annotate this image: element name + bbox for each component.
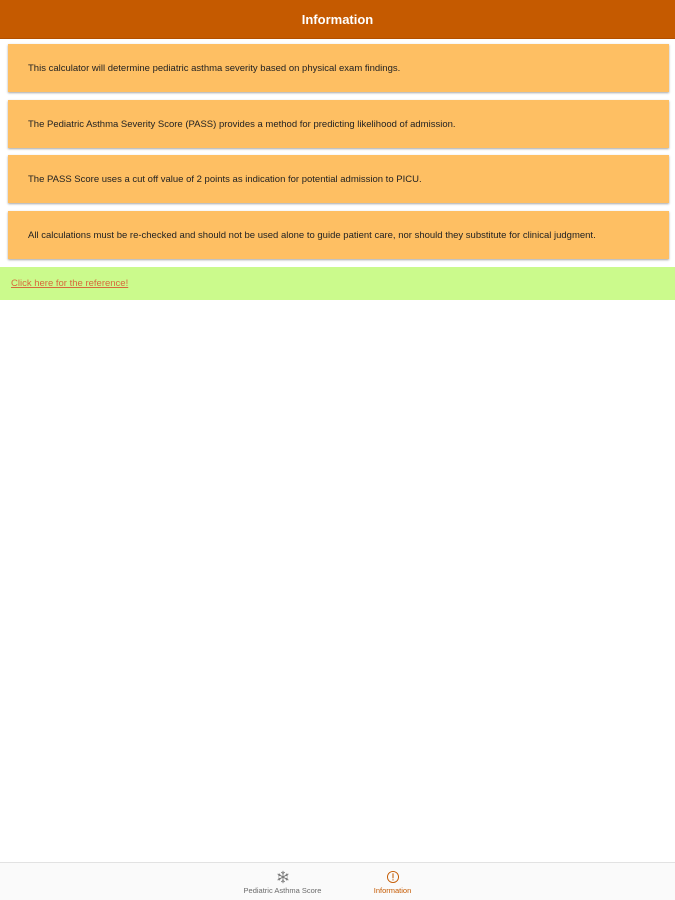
info-card-pass bbox=[8, 100, 669, 148]
reference-link[interactable]: Click here for the reference! bbox=[11, 278, 129, 289]
info-circle-icon bbox=[386, 870, 400, 884]
info-card-description bbox=[8, 44, 669, 92]
page-title: Information bbox=[301, 11, 374, 27]
snowflake-icon bbox=[276, 870, 290, 884]
tab-label: Pediatric Asthma Score bbox=[243, 886, 322, 895]
tab-label: Information bbox=[373, 886, 412, 895]
info-card-text: The PASS Score uses a cut off value of 2 points as indication for potential admission to PICU. bbox=[28, 173, 422, 185]
reference-bar bbox=[0, 267, 675, 300]
info-card-text: All calculations must be re-checked and should not be used alone to guide patient care, nor should they substitute for clinical judgment. bbox=[28, 229, 596, 241]
tab-information[interactable] bbox=[338, 863, 448, 900]
info-card-cutoff bbox=[8, 155, 669, 203]
info-card-text: The Pediatric Asthma Severity Score (PASS) provides a method for predicting likelihood of admission. bbox=[28, 118, 456, 130]
info-card-disclaimer bbox=[8, 211, 669, 259]
tab-pediatric-asthma-score[interactable] bbox=[228, 863, 338, 900]
tab-bar bbox=[0, 862, 675, 900]
info-card-text: This calculator will determine pediatric asthma severity based on physical exam findings. bbox=[28, 62, 401, 74]
navigation-bar bbox=[0, 0, 675, 39]
